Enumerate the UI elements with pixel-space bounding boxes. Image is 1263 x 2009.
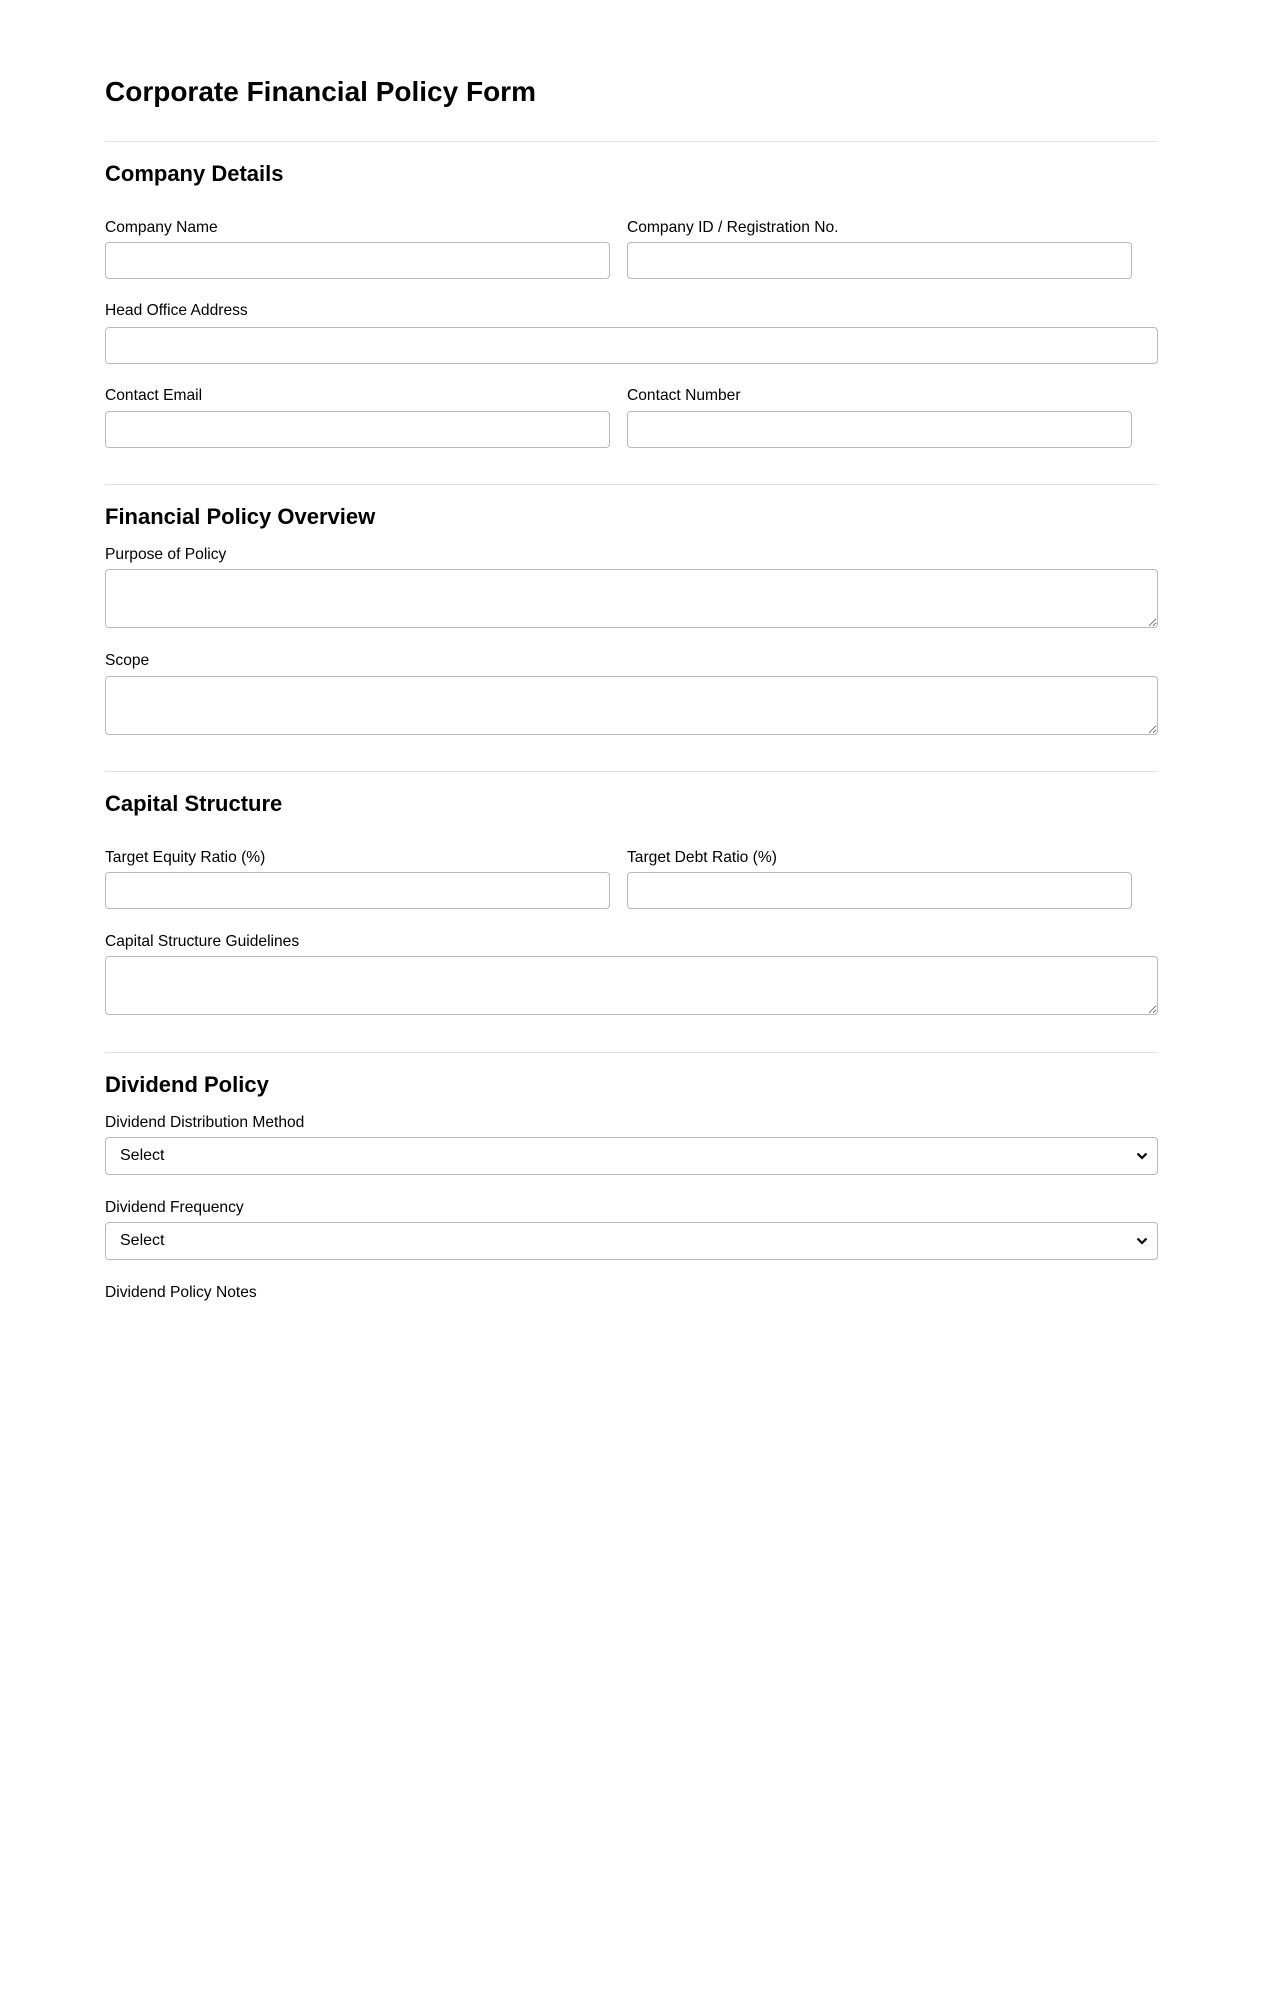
- section-divider: [105, 771, 1158, 772]
- section-divider: [105, 141, 1158, 142]
- section-heading-company-details: Company Details: [105, 161, 284, 186]
- dividend-frequency-value: Select: [120, 1232, 165, 1249]
- head-office-address-input[interactable]: [105, 327, 1158, 364]
- contact-email-input[interactable]: [105, 411, 610, 448]
- capital-structure-guidelines-textarea[interactable]: [105, 956, 1158, 1015]
- scope-wrapper: [105, 676, 1158, 735]
- contact-email-label: Contact Email: [105, 387, 203, 404]
- dividend-distribution-method-value: Select: [120, 1147, 165, 1164]
- contact-number-label: Contact Number: [627, 387, 741, 404]
- purpose-of-policy-textarea[interactable]: [105, 569, 1158, 628]
- chevron-down-icon: [1136, 1235, 1148, 1247]
- purpose-of-policy-label: Purpose of Policy: [105, 546, 227, 563]
- purpose-of-policy-wrapper: [105, 569, 1158, 628]
- scope-textarea[interactable]: [105, 676, 1158, 735]
- dividend-distribution-method-label: Dividend Distribution Method: [105, 1114, 305, 1131]
- head-office-address-label: Head Office Address: [105, 302, 248, 319]
- chevron-down-icon: [1136, 1150, 1148, 1162]
- target-debt-ratio-label: Target Debt Ratio (%): [627, 849, 777, 866]
- company-name-label: Company Name: [105, 219, 218, 236]
- dividend-distribution-method-select[interactable]: [105, 1137, 1158, 1175]
- capital-structure-guidelines-label: Capital Structure Guidelines: [105, 933, 300, 950]
- capital-structure-guidelines-wrapper: [105, 956, 1158, 1015]
- contact-number-input[interactable]: [627, 411, 1132, 448]
- scope-label: Scope: [105, 652, 150, 669]
- dividend-frequency-label: Dividend Frequency: [105, 1199, 244, 1216]
- financial-policy-form: [105, 0, 1158, 1301]
- section-heading-capital-structure: Capital Structure: [105, 791, 283, 816]
- dividend-frequency-select[interactable]: [105, 1222, 1158, 1260]
- section-heading-financial-policy-overview: Financial Policy Overview: [105, 504, 376, 529]
- page-title: Corporate Financial Policy Form: [105, 76, 536, 107]
- section-divider: [105, 1052, 1158, 1053]
- company-id-label: Company ID / Registration No.: [627, 219, 839, 236]
- section-divider: [105, 484, 1158, 485]
- target-equity-ratio-label: Target Equity Ratio (%): [105, 849, 266, 866]
- section-heading-dividend-policy: Dividend Policy: [105, 1072, 269, 1097]
- target-equity-ratio-input[interactable]: [105, 872, 610, 909]
- company-name-input[interactable]: [105, 242, 610, 279]
- company-id-input[interactable]: [627, 242, 1132, 279]
- target-debt-ratio-input[interactable]: [627, 872, 1132, 909]
- dividend-policy-notes-label: Dividend Policy Notes: [105, 1284, 257, 1301]
